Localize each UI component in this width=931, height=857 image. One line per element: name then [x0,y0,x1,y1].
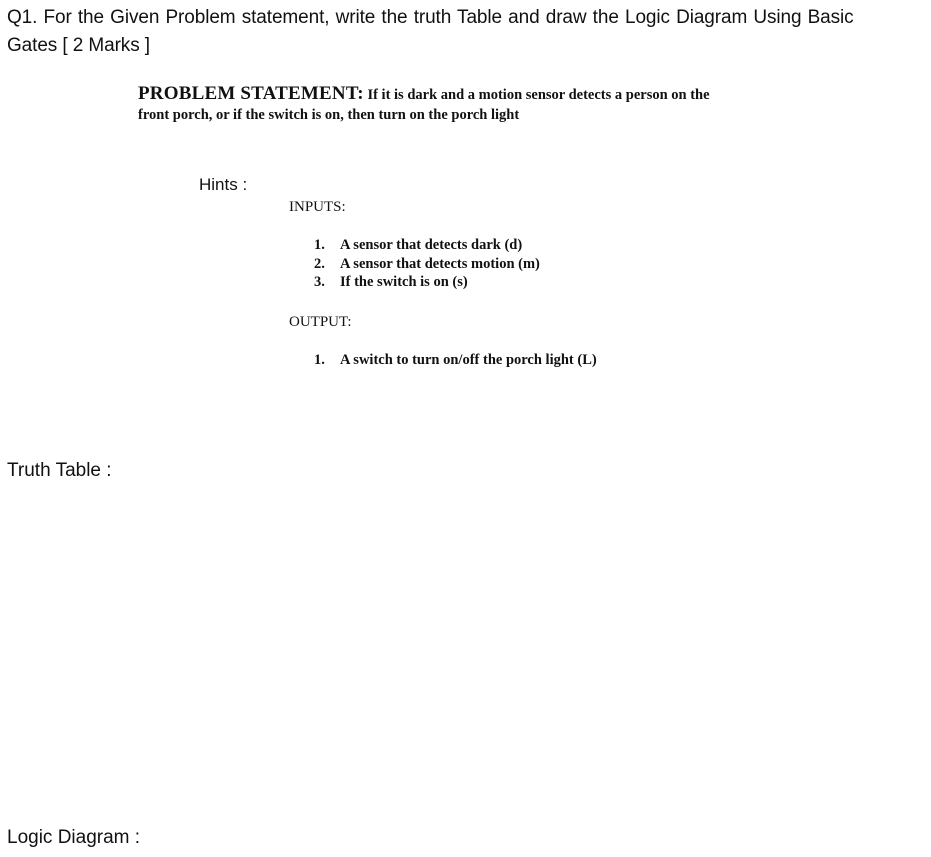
list-item-number: 3. [314,274,325,290]
question-text [7,4,929,60]
inputs-heading: INPUTS: [289,199,346,215]
problem-statement-text-1: If it is dark and a motion sensor detects a person on the [367,87,710,103]
question-line-2: Gates [ 2 Marks ] [7,35,150,56]
list-item [314,273,540,292]
list-item [314,236,540,255]
list-item-text: A sensor that detects dark (d) [340,237,523,253]
question-line-1: Q1. For the Given Problem statement, write the truth Table and draw the Logic Diagram Using Basic [7,7,854,28]
inputs-list [314,236,540,292]
list-item-number: 2. [314,255,325,272]
problem-statement-line-1 [138,84,778,105]
list-item-number: 1. [314,352,325,368]
list-item-number: 1. [314,237,325,253]
list-item-text: If the switch is on (s) [340,274,468,290]
list-item-text: A sensor that detects motion (m) [340,255,540,272]
logic-diagram-label: Logic Diagram : [7,827,141,848]
output-heading: OUTPUT: [289,314,352,330]
problem-statement-label: PROBLEM STATEMENT: [138,83,364,104]
list-item [314,351,597,370]
truth-table-label: Truth Table : [7,460,112,481]
hints-label: Hints : [199,175,248,194]
output-list [314,351,597,370]
list-item [314,255,540,274]
problem-statement-text-2: front porch, or if the switch is on, then turn on the porch light [138,107,520,123]
list-item-text: A switch to turn on/off the porch light (L) [340,352,597,368]
problem-statement [138,84,778,125]
